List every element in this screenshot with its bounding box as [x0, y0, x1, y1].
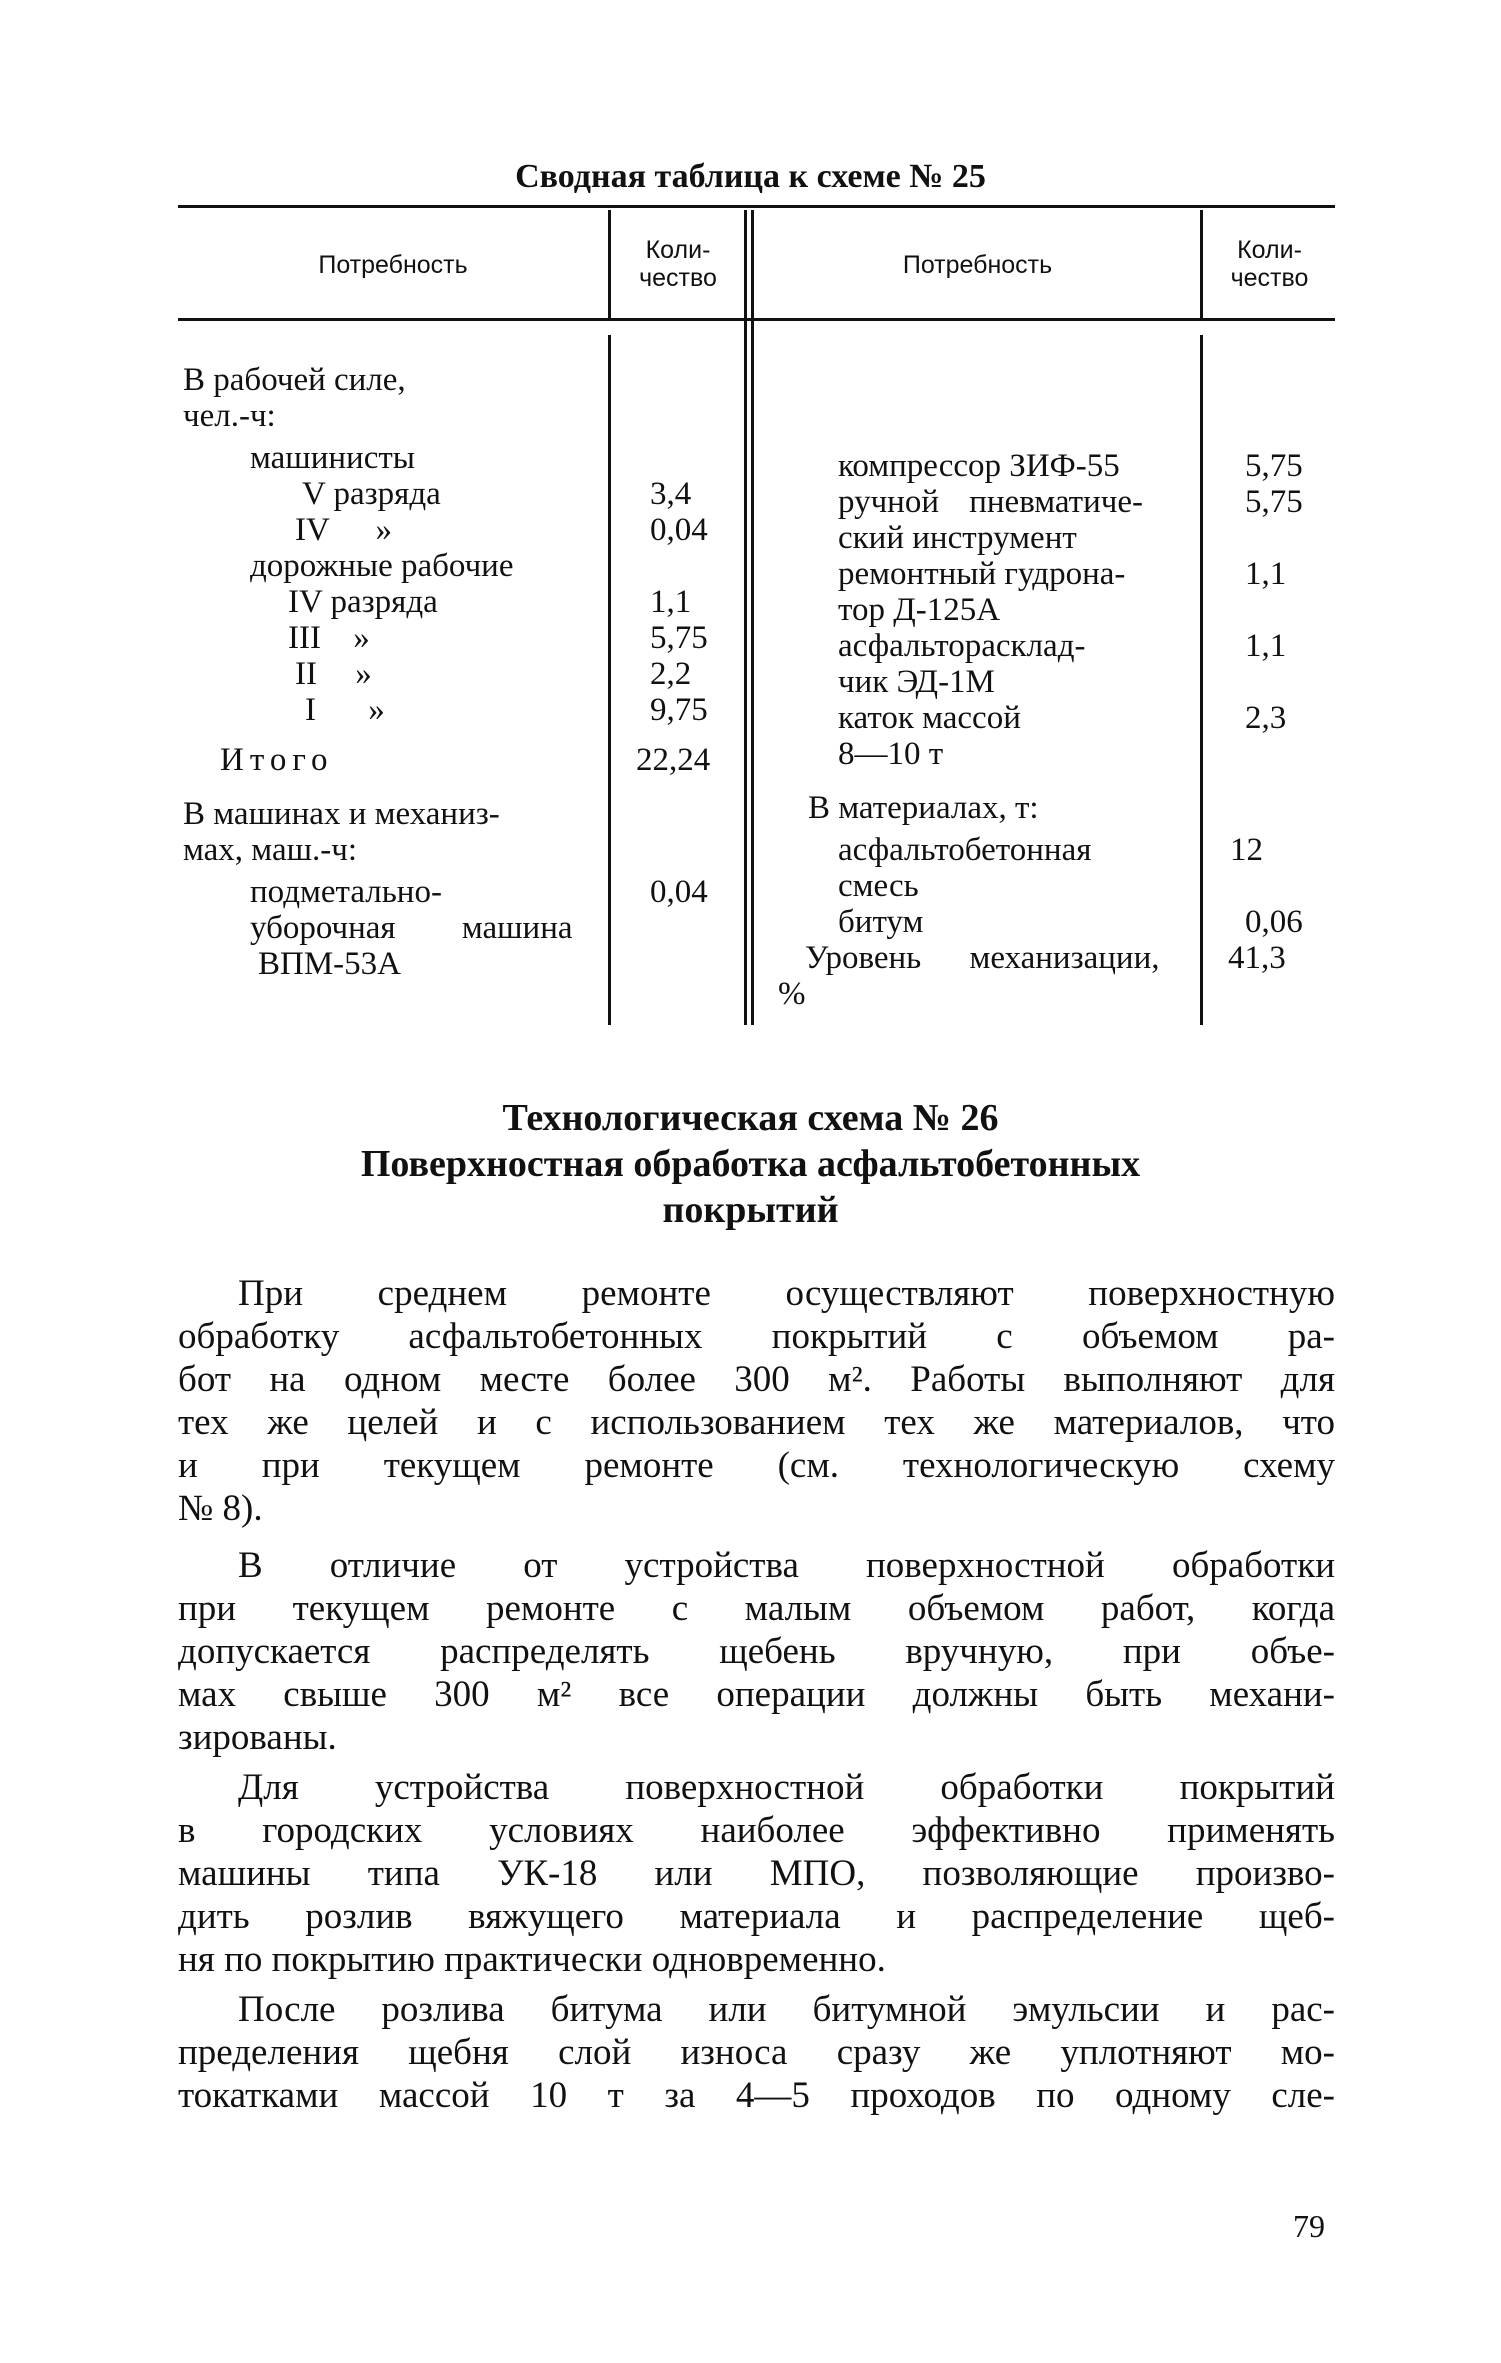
value-grade-v: 3,4	[650, 476, 692, 512]
left-grade-iv-b: IV разряда	[288, 584, 438, 620]
table-divider-right-body	[1200, 335, 1203, 1025]
p3-line-4: дить розлив вяжущего материала и распределение щеб-	[178, 1896, 1335, 1937]
right-roller-2: 8—10 т	[838, 736, 944, 772]
p2-line-3: допускается распределять щебень вручную, при объе-	[178, 1631, 1335, 1672]
section-title-3: покрытий	[662, 1189, 839, 1231]
table-divider-right	[1200, 210, 1203, 318]
p2-line-4: мах свыше 300 м² все операции должны быть механи-	[178, 1674, 1335, 1715]
right-mech-2: %	[778, 976, 806, 1012]
left-sweeper-1: подметально-	[250, 874, 442, 910]
right-compressor: компрессор ЗИФ-55	[838, 448, 1120, 484]
p3-line-5: ня по покрытию практически одновременно.	[178, 1939, 886, 1980]
value-heater: 1,1	[1245, 556, 1287, 592]
p1-line-6: № 8).	[178, 1488, 263, 1529]
value-grade-iii: 5,75	[650, 620, 708, 656]
table-divider-left-body	[608, 335, 611, 1025]
table-divider-left	[608, 210, 611, 318]
value-tool: 5,75	[1245, 484, 1303, 520]
value-mech: 41,3	[1228, 940, 1286, 976]
paragraph-2	[178, 1544, 1335, 1759]
left-grade-iii: III »	[288, 620, 370, 656]
p1-line-2: обработку асфальтобетонных покрытий с объемом ра-	[178, 1316, 1335, 1357]
p1-line-3: бот на одном месте более 300 м². Работы выполняют для	[178, 1359, 1335, 1400]
p3-line-1: Для устройства поверхностной обработки покрытий	[238, 1767, 1335, 1808]
p3-line-3: машины типа УК-18 или МПО, позволяющие произво-	[178, 1853, 1335, 1894]
value-grade-iv-a: 0,04	[650, 512, 708, 548]
header-need-left: Потребность	[318, 251, 468, 279]
p4-line-3: токатками массой 10 т за 4—5 проходов по одному сле-	[178, 2075, 1335, 2116]
section-title-2: Поверхностная обработка асфальтобетонных	[360, 1143, 1141, 1185]
left-total: Итого	[220, 742, 334, 778]
header-qty-left-2: чество	[639, 264, 717, 292]
p1-line-1: При среднем ремонте осуществляют поверхностную	[238, 1273, 1335, 1314]
right-bitumen: битум	[838, 904, 924, 940]
right-paver-1: асфальторасклад-	[838, 628, 1086, 664]
header-need-right: Потребность	[902, 251, 1053, 279]
section-title-1: Технологическая схема № 26	[502, 1097, 999, 1139]
p4-line-1: После розлива битума или битумной эмульсии и рас-	[238, 1989, 1335, 2030]
p1-line-4: тех же целей и с использованием тех же материалов, что	[178, 1402, 1335, 1443]
right-heater-1: ремонтный гудрона-	[838, 556, 1126, 592]
value-grade-ii: 2,2	[650, 656, 692, 692]
left-labor-1: В рабочей силе,	[183, 362, 406, 398]
value-grade-iv-b: 1,1	[650, 584, 692, 620]
left-road-workers: дорожные рабочие	[250, 548, 514, 584]
right-heater-2: тор Д-125А	[838, 592, 1001, 628]
left-grade-i: I »	[305, 692, 385, 728]
value-total: 22,24	[636, 742, 711, 778]
header-qty-right-1: Коли-	[1237, 236, 1302, 264]
value-compressor: 5,75	[1245, 448, 1303, 484]
value-mix: 12	[1230, 832, 1263, 868]
left-grade-v: V разряда	[302, 476, 441, 512]
table-divider-center-b	[751, 210, 754, 1025]
value-bitumen: 0,06	[1245, 904, 1303, 940]
p3-line-2: в городских условиях наиболее эффективно применять	[178, 1810, 1335, 1851]
header-qty-left	[612, 236, 744, 292]
left-machines-2: мах, маш.-ч:	[183, 832, 358, 868]
header-qty-left-1: Коли-	[645, 236, 711, 264]
page-number: 79	[1293, 2208, 1325, 2244]
left-machines-1: В машинах и механиз-	[183, 796, 500, 832]
right-roller-1: каток массой	[838, 700, 1021, 736]
p2-line-5: зированы.	[178, 1717, 337, 1758]
header-qty-right	[1204, 236, 1335, 292]
left-sweeper-2: уборочная машина	[250, 910, 573, 946]
table-divider-center-a	[744, 210, 747, 1025]
table-caption: Сводная таблица к схеме № 25	[515, 158, 986, 195]
table-top-rule	[178, 205, 1335, 208]
paragraph-4	[178, 1988, 1335, 2117]
left-sweeper-3: ВПМ-53А	[258, 946, 402, 982]
p1-line-5: и при текущем ремонте (см. технологическую схему	[178, 1445, 1335, 1486]
header-qty-right-2: чество	[1230, 264, 1309, 292]
right-mix-1: асфальтобетонная	[838, 832, 1092, 868]
p2-line-1: В отличие от устройства поверхностной обработки	[238, 1545, 1335, 1586]
p2-line-2: при текущем ремонте с малым объемом работ, когда	[178, 1588, 1335, 1629]
right-mix-2: смесь	[838, 868, 919, 904]
right-mech-1: Уровень механизации,	[805, 940, 1160, 976]
left-grade-iv-a: IV »	[295, 512, 392, 548]
left-machinists: машинисты	[250, 440, 415, 476]
paragraph-1	[178, 1272, 1335, 1530]
right-materials: В материалах, т:	[808, 790, 1039, 826]
right-tool-2: ский инструмент	[838, 520, 1077, 556]
value-roller: 2,3	[1245, 700, 1287, 736]
right-paver-2: чик ЭД-1М	[838, 664, 995, 700]
value-sweeper: 0,04	[650, 874, 708, 910]
table-header-rule	[178, 318, 1335, 321]
paragraph-3	[178, 1766, 1335, 1981]
left-grade-ii: II »	[295, 656, 372, 692]
value-grade-i: 9,75	[650, 692, 708, 728]
value-paver: 1,1	[1245, 628, 1287, 664]
right-tool-1: ручной пневматиче-	[838, 484, 1143, 520]
p4-line-2: пределения щебня слой износа сразу же уплотняют мо-	[178, 2032, 1335, 2073]
left-labor-2: чел.-ч:	[183, 398, 276, 434]
